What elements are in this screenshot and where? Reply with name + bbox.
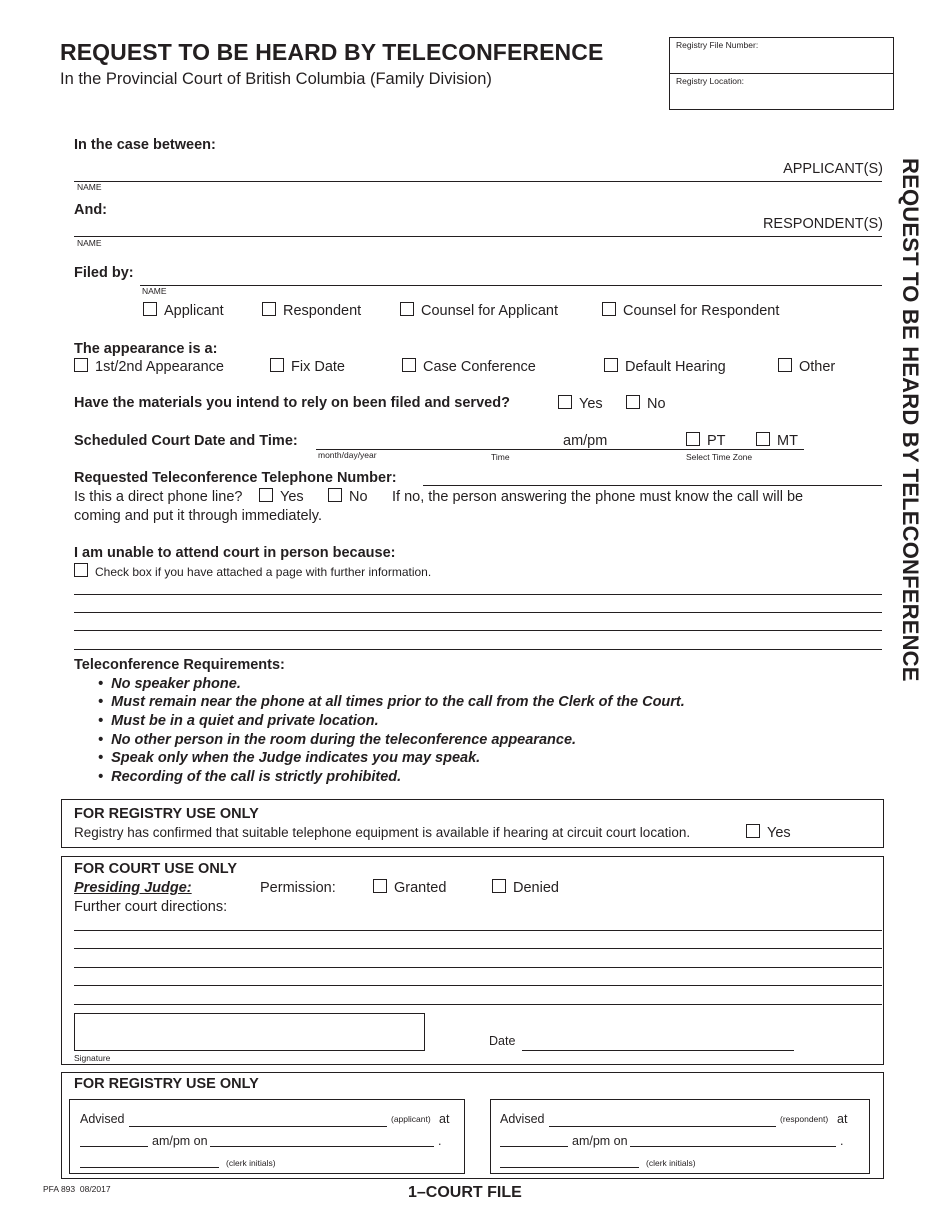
reason-line[interactable] — [74, 630, 882, 631]
checkbox[interactable] — [756, 432, 770, 446]
appearance-other-option[interactable]: Other — [778, 358, 835, 375]
reason-line[interactable] — [74, 649, 882, 650]
reason-line[interactable] — [74, 612, 882, 613]
attached-page-option[interactable]: Check box if you have attached a page with further information. — [74, 563, 431, 579]
ampm-on-label: am/pm on — [152, 1134, 208, 1148]
materials-no-option[interactable]: No — [626, 395, 666, 412]
time-line[interactable] — [80, 1146, 148, 1147]
registry-advised-title: FOR REGISTRY USE ONLY — [74, 1076, 259, 1092]
applicant-name-line[interactable] — [74, 181, 882, 182]
clerk-initials-hint: (clerk initials) — [226, 1158, 276, 1168]
checkbox[interactable] — [604, 358, 618, 372]
unable-label: I am unable to attend court in person because: — [74, 545, 396, 561]
checkbox[interactable] — [262, 302, 276, 316]
registry-use-title: FOR REGISTRY USE ONLY — [74, 806, 259, 822]
appearance-first-second-option[interactable]: 1st/2nd Appearance — [74, 358, 224, 375]
checkbox[interactable] — [626, 395, 640, 409]
form-code: PFA 893 08/2017 — [43, 1184, 111, 1194]
side-title: REQUEST TO BE HEARD BY TELECONFERENCE — [898, 158, 923, 682]
requirement-item: • Recording of the call is strictly prohibited. — [98, 769, 402, 785]
registry-file-number-label: Registry File Number: — [676, 40, 759, 50]
registry-box — [669, 37, 894, 110]
form-subtitle: In the Provincial Court of British Columbia (Family Division) — [60, 70, 492, 88]
directions-line[interactable] — [74, 1004, 882, 1005]
applicant-name-hint: NAME — [77, 182, 102, 192]
checkbox[interactable] — [400, 302, 414, 316]
checkbox[interactable] — [746, 824, 760, 838]
filed-respondent-option[interactable]: Respondent — [262, 302, 361, 319]
advised-applicant-line[interactable] — [129, 1126, 387, 1127]
respondent-name-line[interactable] — [74, 236, 882, 237]
requirements-label: Teleconference Requirements: — [74, 657, 285, 673]
appearance-label: The appearance is a: — [74, 341, 218, 357]
period: . — [438, 1134, 442, 1148]
requirement-item: • No other person in the room during the teleconference appearance. — [98, 732, 577, 748]
filed-by-label: Filed by: — [74, 265, 134, 281]
at-label: at — [837, 1112, 848, 1126]
directions-line[interactable] — [74, 930, 882, 931]
checkbox[interactable] — [74, 358, 88, 372]
date-line[interactable] — [522, 1050, 794, 1051]
phone-note-1: If no, the person answering the phone must know the call will be — [392, 489, 804, 505]
permission-label: Permission: — [260, 880, 336, 896]
appearance-default-hearing-option[interactable]: Default Hearing — [604, 358, 726, 375]
period: . — [840, 1134, 844, 1148]
presiding-judge-label: Presiding Judge: — [74, 880, 192, 896]
direct-yes-option[interactable]: Yes — [259, 488, 304, 505]
directions-label: Further court directions: — [74, 899, 228, 915]
filed-applicant-option[interactable]: Applicant — [143, 302, 224, 319]
filed-by-hint: NAME — [142, 286, 167, 296]
requirement-item: • No speaker phone. — [98, 676, 241, 692]
advised-label: Advised — [500, 1112, 545, 1126]
checkbox[interactable] — [373, 879, 387, 893]
signature-label: Signature — [74, 1053, 111, 1063]
requirement-item: • Must be in a quiet and private location. — [98, 713, 379, 729]
date-label: Date — [489, 1034, 516, 1048]
checkbox[interactable] — [328, 488, 342, 502]
timezone-pt-option[interactable]: PT — [686, 432, 726, 449]
timezone-hint: Select Time Zone — [686, 452, 753, 462]
applicants-label: APPLICANT(S) — [783, 161, 883, 177]
checkbox[interactable] — [778, 358, 792, 372]
ampm-label: am/pm — [563, 433, 608, 449]
applicant-hint: (applicant) — [391, 1114, 431, 1124]
clerk-initials-hint: (clerk initials) — [646, 1158, 696, 1168]
requirement-item: • Must remain near the phone at all times prior to the call from the Clerk of the Court. — [98, 694, 685, 710]
court-use-title: FOR COURT USE ONLY — [74, 861, 238, 877]
phone-number-line[interactable] — [423, 485, 882, 486]
checkbox[interactable] — [74, 563, 88, 577]
registry-location-label: Registry Location: — [676, 76, 745, 86]
clerk-initials-line[interactable] — [80, 1167, 219, 1168]
phone-label: Requested Teleconference Telephone Number: — [74, 470, 397, 486]
checkbox[interactable] — [602, 302, 616, 316]
scheduled-label: Scheduled Court Date and Time: — [74, 433, 298, 449]
registry-equipment-text: Registry has confirmed that suitable telephone equipment is available if hearing at circuit court location. — [74, 825, 691, 840]
timezone-mt-option[interactable]: MT — [756, 432, 798, 449]
registry-yes-option[interactable]: Yes — [746, 824, 791, 841]
checkbox[interactable] — [402, 358, 416, 372]
checkbox[interactable] — [686, 432, 700, 446]
advised-date-line[interactable] — [630, 1146, 836, 1147]
time-hint: Time — [491, 452, 510, 462]
direct-line-question: Is this a direct phone line? — [74, 489, 243, 505]
clerk-initials-line[interactable] — [500, 1167, 639, 1168]
respondent-hint: (respondent) — [780, 1114, 829, 1124]
appearance-fix-date-option[interactable]: Fix Date — [270, 358, 345, 375]
date-hint: month/day/year — [318, 450, 377, 460]
requirement-item: • Speak only when the Judge indicates you may speak. — [98, 750, 481, 766]
copy-label: 1–COURT FILE — [408, 1184, 522, 1201]
registry-file-number-field[interactable] — [670, 38, 893, 74]
permission-denied-option[interactable]: Denied — [492, 879, 559, 896]
ampm-on-label: am/pm on — [572, 1134, 628, 1148]
advised-respondent-line[interactable] — [549, 1126, 776, 1127]
directions-line[interactable] — [74, 967, 882, 968]
directions-line[interactable] — [74, 985, 882, 986]
checkbox[interactable] — [270, 358, 284, 372]
and-label: And: — [74, 202, 108, 218]
respondents-label: RESPONDENT(S) — [762, 216, 883, 232]
advised-label: Advised — [80, 1112, 125, 1126]
registry-location-field[interactable] — [670, 74, 893, 110]
form-title: REQUEST TO BE HEARD BY TELECONFERENCE — [60, 39, 604, 65]
materials-question: Have the materials you intend to rely on been filed and served? — [74, 395, 510, 411]
appearance-case-conference-option[interactable]: Case Conference — [402, 358, 536, 375]
signature-box[interactable] — [74, 1013, 425, 1051]
case-between-label: In the case between: — [74, 137, 216, 153]
at-label: at — [439, 1112, 450, 1126]
filed-counsel-applicant-option[interactable]: Counsel for Applicant — [400, 302, 558, 319]
reason-line[interactable] — [74, 594, 882, 595]
filed-counsel-respondent-option[interactable]: Counsel for Respondent — [602, 302, 779, 319]
filed-by-line[interactable] — [140, 285, 882, 286]
checkbox[interactable] — [143, 302, 157, 316]
permission-granted-option[interactable]: Granted — [373, 879, 446, 896]
scheduled-line[interactable] — [316, 449, 804, 450]
phone-note-2: coming and put it through immediately. — [74, 508, 322, 524]
advised-date-line[interactable] — [210, 1146, 434, 1147]
checkbox[interactable] — [492, 879, 506, 893]
direct-no-option[interactable]: No — [328, 488, 368, 505]
time-line[interactable] — [500, 1146, 568, 1147]
respondent-name-hint: NAME — [77, 238, 102, 248]
directions-line[interactable] — [74, 948, 882, 949]
checkbox[interactable] — [259, 488, 273, 502]
checkbox[interactable] — [558, 395, 572, 409]
materials-yes-option[interactable]: Yes — [558, 395, 603, 412]
